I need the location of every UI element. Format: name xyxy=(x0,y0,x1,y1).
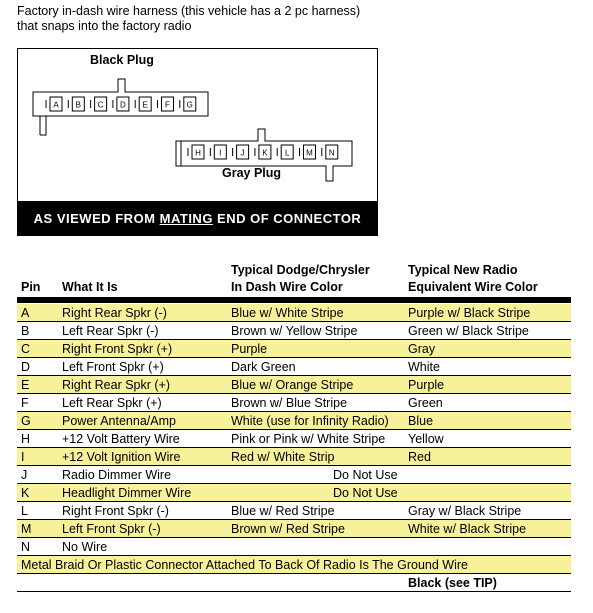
table-row xyxy=(17,538,571,556)
dodge-color-cell: Pink or Pink w/ White Stripe xyxy=(227,430,404,448)
what-it-is-cell: Left Rear Spkr (+) xyxy=(58,394,227,412)
pin-cell: J xyxy=(17,466,58,484)
gray-pin-label-n: N xyxy=(328,148,335,158)
dodge-color-cell xyxy=(227,538,404,556)
dodge-color-cell: Blue w/ White Stripe xyxy=(227,304,404,322)
table-row xyxy=(17,358,571,376)
black-pin-label-c: C xyxy=(97,100,104,110)
intro-line-2: that snaps into the factory radio xyxy=(17,19,192,33)
dodge-color-cell: Dark Green xyxy=(227,358,404,376)
pin-cell: N xyxy=(17,538,58,556)
dodge-color-cell: Purple xyxy=(227,340,404,358)
black-pin-label-a: A xyxy=(53,100,59,110)
radio-color-cell: Purple w/ Black Stripe xyxy=(404,304,571,322)
black-pin-label-f: F xyxy=(165,100,170,110)
what-it-is-cell: Left Rear Spkr (-) xyxy=(58,322,227,340)
dodge-color-cell: Brown w/ Yellow Stripe xyxy=(227,322,404,340)
black-pin-label-d: D xyxy=(120,100,126,110)
table-row xyxy=(17,376,571,394)
header-dodge-line2: In Dash Wire Color xyxy=(231,280,343,294)
radio-color-cell: Yellow xyxy=(404,430,571,448)
dodge-color-cell: Blue w/ Red Stripe xyxy=(227,502,404,520)
table-row xyxy=(17,448,571,466)
radio-color-cell xyxy=(404,538,571,556)
what-it-is-cell: Left Front Spkr (-) xyxy=(58,520,227,538)
header-dodge-line1: Typical Dodge/Chrysler xyxy=(231,263,370,277)
gray-pin-label-m: M xyxy=(306,148,313,158)
gray-pin-label-l: L xyxy=(284,148,290,158)
ground-color-row xyxy=(17,574,571,592)
what-it-is-cell: Right Front Spkr (-) xyxy=(58,502,227,520)
do-not-use-cell: Do Not Use xyxy=(227,466,571,484)
connector-caption xyxy=(18,201,377,235)
table-row xyxy=(17,412,571,430)
pin-cell: M xyxy=(17,520,58,538)
gray-plug-label: Gray Plug xyxy=(222,166,282,180)
radio-color-cell: White xyxy=(404,358,571,376)
pin-cell: K xyxy=(17,484,58,502)
what-it-is-cell: Right Front Spkr (+) xyxy=(58,340,227,358)
header-pin: Pin xyxy=(21,280,41,294)
pin-cell: E xyxy=(17,376,58,394)
pin-table-body xyxy=(17,304,571,592)
gray-pin-label-k: K xyxy=(262,148,268,158)
radio-color-cell: Green xyxy=(404,394,571,412)
ground-wire-color: Black (see TIP) xyxy=(404,574,571,592)
what-it-is-cell: +12 Volt Battery Wire xyxy=(58,430,227,448)
table-row xyxy=(17,484,571,502)
table-row xyxy=(17,466,571,484)
caption-post: END OF CONNECTOR xyxy=(212,210,362,226)
dodge-color-cell: Brown w/ Blue Stripe xyxy=(227,394,404,412)
black-plug-label: Black Plug xyxy=(90,53,154,67)
intro-text xyxy=(17,4,360,34)
dodge-color-cell: White (use for Infinity Radio) xyxy=(227,412,404,430)
table-row xyxy=(17,430,571,448)
dodge-color-cell: Red w/ White Strip xyxy=(227,448,404,466)
pin-cell: I xyxy=(17,448,58,466)
connector-drawing xyxy=(18,49,377,201)
header-what-it-is: What It Is xyxy=(62,280,118,294)
dodge-color-cell: Brown w/ Red Stripe xyxy=(227,520,404,538)
radio-color-cell: Green w/ Black Stripe xyxy=(404,322,571,340)
what-it-is-cell: Left Front Spkr (+) xyxy=(58,358,227,376)
table-row xyxy=(17,304,571,322)
connector-diagram xyxy=(17,48,378,236)
black-pin-label-e: E xyxy=(142,100,148,110)
radio-color-cell: White w/ Black Stripe xyxy=(404,520,571,538)
table-row xyxy=(17,322,571,340)
pin-cell: C xyxy=(17,340,58,358)
header-radio-line2: Equivalent Wire Color xyxy=(408,280,538,294)
what-it-is-cell: Radio Dimmer Wire xyxy=(58,466,227,484)
pin-cell: B xyxy=(17,322,58,340)
radio-color-cell: Purple xyxy=(404,376,571,394)
black-pin-label-b: B xyxy=(75,100,81,110)
do-not-use-cell: Do Not Use xyxy=(227,484,571,502)
pin-table xyxy=(17,304,571,592)
gray-pin-label-i: I xyxy=(219,148,222,158)
table-row xyxy=(17,394,571,412)
pin-cell: D xyxy=(17,358,58,376)
what-it-is-cell: No Wire xyxy=(58,538,227,556)
black-pin-label-g: G xyxy=(186,100,193,110)
ground-note-row xyxy=(17,556,571,574)
radio-color-cell: Blue xyxy=(404,412,571,430)
dodge-color-cell: Blue w/ Orange Stripe xyxy=(227,376,404,394)
table-row xyxy=(17,520,571,538)
pin-cell: G xyxy=(17,412,58,430)
table-row xyxy=(17,340,571,358)
pin-cell: F xyxy=(17,394,58,412)
ground-blank-cell xyxy=(17,574,404,592)
caption-pre: AS VIEWED FROM xyxy=(33,210,160,226)
what-it-is-cell: Power Antenna/Amp xyxy=(58,412,227,430)
radio-color-cell: Gray xyxy=(404,340,571,358)
gray-pin-label-h: H xyxy=(195,148,201,158)
caption-underlined: MATING xyxy=(159,210,213,226)
ground-note: Metal Braid Or Plastic Connector Attached To Back Of Radio Is The Ground Wire xyxy=(17,556,571,574)
what-it-is-cell: Right Rear Spkr (+) xyxy=(58,376,227,394)
what-it-is-cell: +12 Volt Ignition Wire xyxy=(58,448,227,466)
what-it-is-cell: Headlight Dimmer Wire xyxy=(58,484,227,502)
radio-color-cell: Red xyxy=(404,448,571,466)
table-row xyxy=(17,502,571,520)
pin-cell: L xyxy=(17,502,58,520)
pin-cell: H xyxy=(17,430,58,448)
what-it-is-cell: Right Rear Spkr (-) xyxy=(58,304,227,322)
intro-line-1: Factory in-dash wire harness (this vehicle has a 2 pc harness) xyxy=(17,4,361,18)
header-radio-line1: Typical New Radio xyxy=(408,263,518,277)
pin-cell: A xyxy=(17,304,58,322)
header-rule xyxy=(17,297,571,303)
gray-pin-label-j: J xyxy=(240,148,245,158)
radio-color-cell: Gray w/ Black Stripe xyxy=(404,502,571,520)
